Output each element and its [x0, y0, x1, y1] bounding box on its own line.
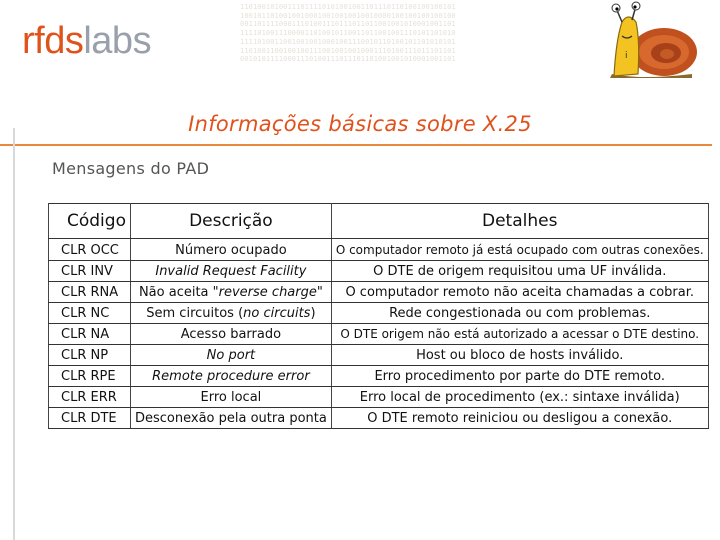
description-prefix: Sem circuitos ( — [146, 305, 244, 321]
table-row — [49, 240, 709, 261]
description-cell: Acesso barrado — [130, 324, 331, 345]
code-cell: CLR ERR — [49, 387, 131, 408]
table-row — [49, 387, 709, 408]
slide-title: Informações básicas sobre X.25 — [188, 112, 532, 136]
description-cell: Remote procedure error — [130, 366, 331, 387]
header-detalhes: Detalhes — [331, 204, 708, 239]
section-subtitle: Mensagens do PAD — [52, 159, 210, 178]
table-row — [49, 261, 709, 282]
code-cell: CLR RPE — [49, 366, 131, 387]
description-cell: Número ocupado — [130, 240, 331, 261]
header-descricao: Descrição — [130, 204, 331, 239]
table-header-row — [49, 204, 709, 239]
code-cell: CLR DTE — [49, 408, 131, 429]
code-cell: CLR NP — [49, 345, 131, 366]
description-suffix: " — [316, 284, 323, 300]
description-prefix: Não aceita " — [138, 284, 219, 300]
details-cell: Host ou bloco de hosts inválido. — [331, 345, 708, 366]
description-cell: Invalid Request Facility — [130, 261, 331, 282]
title-underline — [0, 144, 712, 146]
details-cell: O computador remoto já está ocupado com outras conexões. — [331, 240, 708, 261]
code-cell: CLR NA — [49, 324, 131, 345]
description-cell — [130, 282, 331, 303]
left-rule — [13, 128, 15, 540]
logo-labs: labs — [83, 20, 152, 62]
details-cell: Erro local de procedimento (ex.: sintaxe inválida) — [331, 387, 708, 408]
code-cell: CLR OCC — [49, 240, 131, 261]
description-emphasis: reverse charge — [218, 284, 317, 300]
description-cell: Erro local — [130, 387, 331, 408]
details-cell: O DTE de origem requisitou uma UF inválida. — [331, 261, 708, 282]
code-cell: CLR NC — [49, 303, 131, 324]
table-row — [49, 408, 709, 429]
description-cell: No port — [130, 345, 331, 366]
logo-rfds: rfds — [22, 20, 84, 62]
code-cell: CLR INV — [49, 261, 131, 282]
details-cell: Rede congestionada ou com problemas. — [331, 303, 708, 324]
snail-glyph: i — [625, 51, 628, 61]
snail-mascot-icon — [592, 0, 702, 80]
table-row — [49, 366, 709, 387]
details-cell: Erro procedimento por parte do DTE remoto. — [331, 366, 708, 387]
pad-messages-table — [48, 203, 709, 429]
details-cell: O DTE origem não está autorizado a acessar o DTE destino. — [331, 324, 708, 345]
description-cell: Desconexão pela outra ponta — [130, 408, 331, 429]
description-emphasis: no circuits — [243, 305, 311, 321]
code-cell: CLR RNA — [49, 282, 131, 303]
table-row — [49, 303, 709, 324]
table-row — [49, 345, 709, 366]
description-cell — [130, 303, 331, 324]
table-row — [49, 324, 709, 345]
rfdslabs-logo — [22, 22, 151, 60]
description-suffix: ) — [310, 305, 316, 321]
table-row — [49, 282, 709, 303]
details-cell: O DTE remoto reiniciou ou desligou a conexão. — [331, 408, 708, 429]
details-cell: O computador remoto não aceita chamadas a cobrar. — [331, 282, 708, 303]
header-codigo: Código — [49, 204, 131, 239]
binary-pattern-decoration: 11010010100111011110101001001101110110100100100101 10010110100100100010010010010010000100100100100100 00110111100011101001110111011011001001010001001101 11110100111000011010010110011011001001110101101010 11110100110010010010001001110010110100101101010101 11010011001001001110010010010001110100111011101101 00101011110001110100111011101101001001010001001101 — [240, 3, 456, 64]
